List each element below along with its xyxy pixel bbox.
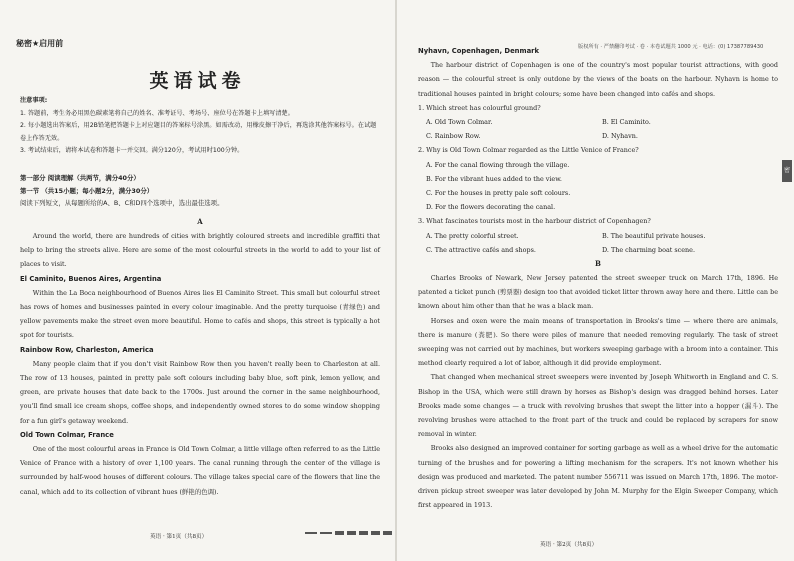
question: 1. Which street has colourful ground? [418,103,541,112]
page-title: 英语试卷 [149,70,246,92]
passage-paragraph: Brooks also designed an improved container for sorting garbage as well as a wheel drive for the automatic turning of the brushes and for powering a lifting mechanism for the scrapers. It's not known whether his design was produced and marketed. The patent number 556711 was issued on March 17th, 1896. The motor-driven pickup street sweeper was later developed by John M. Murphy for the Elgin Sweeper Company, which first appeared in 1913. [418,444,778,510]
option: C. For the houses in pretty pale soft colours. [426,189,571,198]
part-block [20,172,380,210]
option: C. The attractive cafés and shops. [426,245,536,254]
passage-a [20,215,380,499]
option: D. For the flowers decorating the canal. [426,203,556,212]
left-page [0,0,395,561]
street-heading: Rainbow Row, Charleston, America [20,345,154,354]
option: A. Old Town Colmar. [426,118,493,127]
option: B. For the vibrant hues added to the view. [426,174,562,183]
street-heading: Nyhavn, Copenhagen, Denmark [418,47,540,55]
note-item: 1. 答题前，考生务必用黑色碳素笔将自己的姓名、准考证号、考场号、座位号在答题卡上填写清楚。 [20,109,294,117]
question-options [418,229,778,257]
option: D. The charming boat scene. [602,245,695,254]
question-options [418,158,778,215]
instruction: 阅读下列短文，从每题所给的A、B、C和D四个选项中，选出最佳选项。 [20,199,224,207]
option: A. For the canal flowing through the village. [426,160,570,169]
option: D. Nyhavn. [602,132,638,141]
passage-intro: Around the world, there are hundreds of cities with brightly coloured streets and incredible graffiti that help to bring the streets alive. Here are some of the most colourful streets in the world to add to your list of places to visit. [20,232,380,269]
page-footer: 英语 · 第1页（共8页） [150,534,208,540]
page-header: 版权所有 · 严禁翻印考试 · 卷 · 本卷试题共 1000 元 · 电话：(0) 17387789430 [578,44,764,50]
passage-letter: B [595,259,601,269]
notes-heading: 注意事项: [20,97,48,104]
street-text: The harbour district of Copenhagen is one of the country's most popular tourist attractions, with good reason — the colourful street is only outdone by the views of the boats on the harbour. Nyhavn is home to traditional houses painted in bright colours; some have been changed into cafés and shops. [418,61,778,98]
note-item: 2. 每小题选出答案后，用2B铅笔把答题卡上对应题目的答案标号涂黑。如需改动，用橡皮擦干净后，再选涂其他答案标号。在试题卷上作答无效。 [20,122,377,142]
page-footer: 英语 · 第2页（共8页） [540,542,598,548]
secret-label: 秘密★启用前 [16,39,64,48]
question: 3. What fascinates tourists most in the harbour district of Copenhagen? [418,217,651,226]
passage-paragraph: Charles Brooks of Newark, New Jersey patented the street sweeper truck on March 17th, 1896. He patented a ticket punch (剪票器) design too that avoided ticket litter thrown away here and there. Little can be known about him other than that he was a black man. [418,274,778,311]
street-text: Many people claim that if you don't visit Rainbow Row then you haven't really been to Charleston at all. The row of 13 houses, painted in pretty pale soft colours including baby blue, soft pink, lemon yellow, and green, are private houses that date back to the 1700s. Just around the corner in the same neighbourhood, you'll find small ice cream shops, coffee shops, and independently owned stores to do some window shopping for a fun girl's getaway weekend. [20,359,380,425]
note-item: 3. 考试结束后，请将本试卷和答题卡一并交回。满分120分，考试用时100分钟。 [20,147,244,154]
passage-paragraph: Horses and oxen were the main means of transportation in Brooks's time — where there are animals, there is manure (粪肥). So there were piles of manure that needed removing regularly. The task of street sweeping was not carried out by machines, but workers sweeping garbage with a broom into a container. This method clearly required a lot of labor, although it did provide employment. [418,316,778,368]
passage-a-continued [418,44,778,513]
street-text: One of the most colourful areas in France is Old Town Colmar, a little village often referred to as the Little Venice of France with a history of over 1,100 years. The canal running through the center of the village is surrounded by half-wood houses of different colours. The village takes special care of the flowers that line the canal, which add to its collection of vibrant hues (鲜艳的色调). [20,445,380,496]
street-heading: Old Town Colmar, France [20,430,114,439]
part-heading: 第一部分 阅读理解（共两节，满分40分） [20,174,140,182]
section-heading: 第一节 （共15小题；每小题2分，满分30分） [20,186,154,195]
passage-letter: A [197,217,203,226]
option: B. El Caminito. [602,118,651,127]
passage-paragraph: That changed when mechanical street sweepers were invented by Joseph Whitworth in England and C. S. Bishop in the USA, which were still drawn by horses as Bishop's design was dragged behind horses. Later Brooks made some changes — a truck with revolving brushes that swept the litter into a hopper (漏斗). The revolving brushes were attached to the front part of the truck and could be replaced by scrapers for snow removal in winter. [418,373,778,439]
side-tab: 密 [782,160,792,182]
option: A. The pretty colorful street. [426,231,519,240]
barcode-mark [305,531,392,535]
notes-block [20,95,380,158]
option: B. The beautiful private houses. [602,231,706,240]
question-options [418,115,778,143]
option: C. Rainbow Row. [426,132,481,141]
street-text: Within the La Boca neighbourhood of Buenos Aires lies El Caminito Street. This small but colourful street has rows of homes and businesses painted in every colour imaginable. And the pretty turquoise (青绿色) and yellow pavements make the street even more beautiful. Home to cafés and shops, this street is typically a hot spot for tourists. [20,288,380,340]
question: 2. Why is Old Town Colmar regarded as the Little Venice of France? [418,146,639,155]
street-heading: El Caminito, Buenos Aires, Argentina [20,274,162,283]
